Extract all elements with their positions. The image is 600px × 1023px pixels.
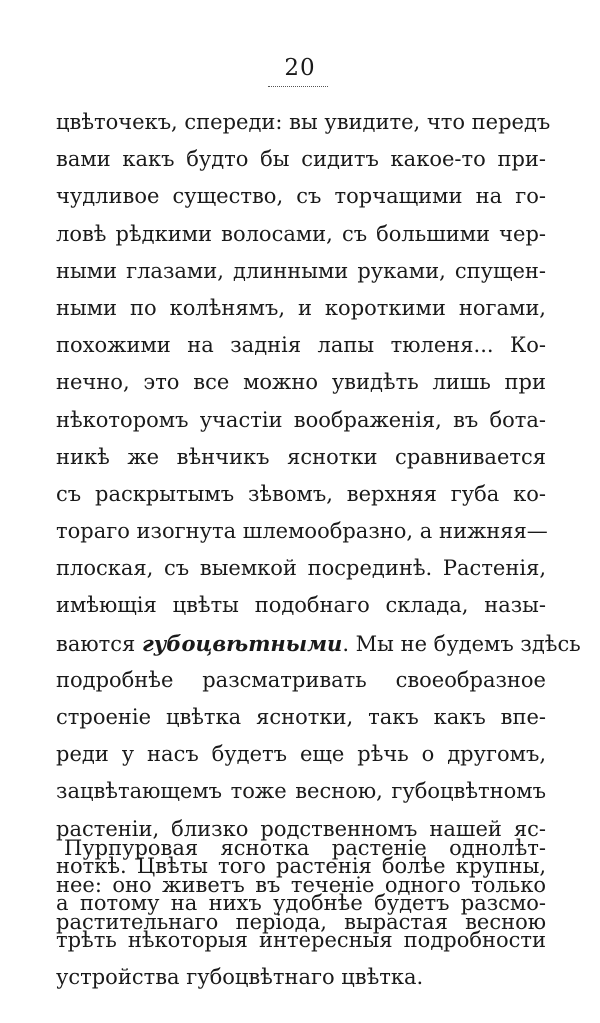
text-line: ноткѣ. Цвѣты того растенія болѣе крупны,	[56, 853, 546, 878]
text-line: подробнѣе разсматривать своеобразное	[56, 667, 546, 692]
text-line: чудливое существо, съ торчащими на го-	[56, 184, 546, 209]
text-line: устройства губоцвѣтнаго цвѣтка.	[56, 965, 424, 990]
text-line: плоская, съ выемкой посрединѣ. Растенія,	[56, 556, 546, 581]
text-line: никѣ же вѣнчикъ яснотки сравнивается	[56, 444, 546, 469]
line-text-after: . Мы не будемъ здѣсь	[342, 631, 581, 656]
text-line: строеніе цвѣтка яснотки, такъ какъ впе-	[56, 705, 546, 729]
text-line: съ раскрытымъ зѣвомъ, верхняя губа ко-	[56, 481, 546, 506]
text-line: ными по колѣнямъ, и короткими ногами,	[56, 295, 546, 320]
text-line: растеніи, близко родственномъ нашей яс-	[56, 816, 546, 841]
text-line: похожими на заднія лапы тюленя... Ко-	[56, 333, 546, 358]
text-line: трѣть нѣкоторыя интересныя подробности	[56, 928, 546, 953]
text-line: растительнаго періода, вырастая весною	[56, 910, 546, 935]
text-line: реди у насъ будетъ еще рѣчь о другомъ,	[56, 742, 546, 767]
text-line: ловѣ рѣдкими волосами, съ большими чер-	[56, 221, 546, 246]
text-line: тораго изогнута шлемообразно, а нижняя—	[56, 519, 548, 544]
text-line: Пурпуровая яснотка растеніе однолѣт-	[64, 836, 546, 860]
line-text-before: ваются	[56, 631, 142, 656]
page-number-rule	[268, 86, 328, 87]
text-line: нее: оно живетъ въ теченіе одного только	[56, 873, 546, 898]
text-line: имѣющія цвѣты подобнаго склада, назы-	[56, 593, 546, 618]
text-line: зацвѣтающемъ тоже весною, губоцвѣтномъ	[56, 779, 546, 804]
italic-term: губоцвѣтными	[141, 630, 343, 656]
text-line: ными глазами, длинными руками, спущен-	[56, 258, 546, 283]
text-line: цвѣточекъ, спереди: вы увидите, что передъ	[56, 110, 551, 134]
paragraph-2	[56, 830, 546, 942]
text-line: нечно, это все можно увидѣть лишь при	[56, 370, 546, 395]
text-line: вами какъ будто бы сидитъ какое-то при-	[56, 147, 546, 172]
page-number: 20	[284, 55, 316, 81]
text-line: а потому на нихъ удобнѣе будетъ разсмо-	[56, 890, 546, 915]
text-line-with-italic-term	[56, 625, 581, 662]
text-line: нѣкоторомъ участіи воображенія, въ бота-	[56, 407, 546, 432]
